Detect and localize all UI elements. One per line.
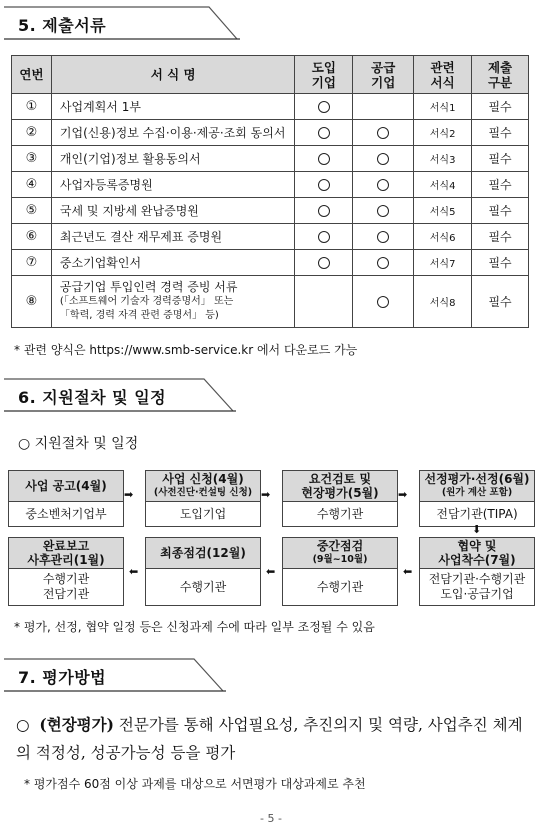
right-arrow-icon: ➡: [398, 488, 408, 501]
evaluation-bullet: [16, 711, 536, 767]
related-form: 서식6: [414, 224, 472, 250]
supply-company-mark: [353, 172, 414, 198]
evaluation-type: (현장평가): [39, 715, 114, 734]
check-circle: [318, 179, 330, 191]
right-arrow-icon: ➡: [124, 488, 134, 501]
supply-company-mark: [353, 198, 414, 224]
table-header-cell: [414, 56, 472, 94]
intro-company-mark: [295, 250, 353, 276]
table-body: [12, 94, 529, 328]
section-7-title: 7. 평가방법: [18, 668, 107, 687]
table-row: [12, 250, 529, 276]
check-circle: [318, 205, 330, 217]
check-circle: [377, 153, 389, 165]
related-form: 서식4: [414, 172, 472, 198]
document-name: 사업계획서 1부: [51, 94, 294, 120]
step-owner: [420, 569, 534, 605]
header-line: 서식: [430, 74, 455, 90]
table-row: [12, 146, 529, 172]
step-owner: [283, 502, 397, 526]
table-row: [12, 276, 529, 328]
table-header-cell: [295, 56, 353, 94]
check-circle: [318, 101, 330, 113]
supply-company-mark: [353, 146, 414, 172]
process-step: [8, 470, 124, 527]
related-form: 서식5: [414, 198, 472, 224]
supply-company-mark: [353, 94, 414, 120]
step-title: [283, 538, 397, 569]
document-name-line: 「학력, 경력 자격 관련 증명서」 등): [59, 310, 219, 321]
step-title: [420, 471, 534, 502]
intro-company-mark: [295, 94, 353, 120]
step-title: [9, 471, 123, 502]
table-header-cell: [353, 56, 414, 94]
step-owner-line: 수행기관: [42, 572, 90, 586]
right-arrow-icon: ➡: [261, 488, 271, 501]
intro-company-mark: [295, 198, 353, 224]
related-form: 서식7: [414, 250, 472, 276]
step-owner-line: 수행기관: [316, 579, 364, 594]
step-title-line: (9월~10월): [312, 554, 368, 565]
process-step: [282, 470, 398, 527]
step-title: [420, 538, 534, 569]
related-form: 서식3: [414, 146, 472, 172]
submission-type: 필수: [472, 250, 529, 276]
row-number: ⑥: [12, 224, 52, 250]
row-number: ⑤: [12, 198, 52, 224]
down-arrow-icon: ⬇: [472, 523, 482, 536]
row-number: ⑧: [12, 276, 52, 328]
step-title-line: (사전진단·컨설팅 신청): [153, 487, 253, 498]
supply-company-mark: [353, 120, 414, 146]
intro-company-mark: [295, 276, 353, 328]
check-circle: [377, 296, 389, 308]
download-note: * 관련 양식은 https://www.smb-service.kr 에서 다운로드 가능: [14, 343, 358, 357]
table-header-cell: 서 식 명: [51, 56, 294, 94]
document-name-line: (「소프트웨어 기술자 경력증명서」 또는: [59, 296, 234, 307]
evaluation-text: 전문가를 통해 사업필요성, 추진의지 및 역량, 사업추진 체계의 적정성, 성공가능성 등을 평가: [16, 716, 523, 762]
table-row: [12, 120, 529, 146]
related-form: 서식1: [414, 94, 472, 120]
related-form: 서식2: [414, 120, 472, 146]
step-title-line: 선정평가·선정(6월): [424, 472, 530, 486]
header-line: 공급: [371, 59, 396, 75]
related-form: 서식8: [414, 276, 472, 328]
submission-type: 필수: [472, 198, 529, 224]
section-7-header: [4, 658, 226, 692]
process-step: [419, 537, 535, 606]
row-number: ③: [12, 146, 52, 172]
step-owner-line: 수행기관: [179, 579, 227, 594]
step-title: [146, 471, 260, 502]
process-step: [8, 537, 124, 606]
step-owner-line: 전담기관(TIPA): [436, 506, 518, 521]
left-arrow-icon: ⬅: [403, 565, 413, 578]
table-row: [12, 198, 529, 224]
step-owner-line: 전담기관: [42, 587, 90, 601]
section-5-header: [4, 6, 240, 40]
table-row: [12, 172, 529, 198]
check-circle: [318, 127, 330, 139]
document-name: 중소기업확인서: [51, 250, 294, 276]
supply-company-mark: [353, 250, 414, 276]
schedule-note: * 평가, 선정, 협약 일정 등은 신청과제 수에 따라 일부 조정될 수 있음: [14, 620, 375, 634]
table-header-cell: [472, 56, 529, 94]
check-circle: [318, 231, 330, 243]
step-title-line: 사업 신청(4월): [162, 472, 244, 486]
document-name: [51, 276, 294, 328]
table-row: [12, 224, 529, 250]
submission-type: 필수: [472, 120, 529, 146]
process-step: [145, 470, 261, 527]
left-arrow-icon: ⬅: [266, 565, 276, 578]
step-title-line: 사업착수(7월): [438, 553, 516, 567]
submission-type: 필수: [472, 146, 529, 172]
step-owner: [146, 502, 260, 526]
submission-type: 필수: [472, 224, 529, 250]
submission-type: 필수: [472, 172, 529, 198]
step-title-line: 최종점검(12월): [160, 546, 246, 560]
section-6-title: 6. 지원절차 및 일정: [18, 388, 167, 407]
document-name: 최근년도 결산 재무제표 증명원: [51, 224, 294, 250]
row-number: ④: [12, 172, 52, 198]
step-owner: [9, 502, 123, 526]
submission-documents-table: [11, 55, 529, 328]
check-circle: [318, 153, 330, 165]
row-number: ②: [12, 120, 52, 146]
step-owner-line: 수행기관: [316, 506, 364, 521]
header-line: 관련: [430, 59, 455, 75]
step-title: [9, 538, 123, 569]
header-line: 제출: [487, 59, 513, 75]
submission-type: 필수: [472, 276, 529, 328]
row-number: ①: [12, 94, 52, 120]
intro-company-mark: [295, 120, 353, 146]
step-title-line: 중간점검: [316, 539, 364, 553]
table-row: [12, 94, 529, 120]
left-arrow-icon: ⬅: [129, 565, 139, 578]
row-number: ⑦: [12, 250, 52, 276]
submission-type: 필수: [472, 94, 529, 120]
step-title-line: 완료보고: [42, 539, 90, 553]
intro-company-mark: [295, 172, 353, 198]
process-step: [145, 537, 261, 606]
procedure-bullet: ○ 지원절차 및 일정: [18, 436, 139, 452]
step-owner-line: 중소벤처기업부: [25, 506, 107, 521]
table-header-cell: 연번: [12, 56, 52, 94]
step-owner-line: 전담기관·수행기관: [428, 572, 526, 586]
page-number: - 5 -: [260, 812, 282, 825]
process-step: [282, 537, 398, 606]
check-circle: [377, 179, 389, 191]
section-6-header: [4, 378, 236, 412]
step-title: [146, 538, 260, 569]
intro-company-mark: [295, 224, 353, 250]
header-line: 구분: [487, 74, 513, 90]
step-owner: [9, 569, 123, 605]
step-title-line: 사업 공고(4월): [25, 479, 107, 493]
process-step: [419, 470, 535, 527]
check-circle: [377, 205, 389, 217]
header-line: 도입: [311, 59, 336, 75]
document-name: 국세 및 지방세 완납증명원: [51, 198, 294, 224]
header-line: 기업: [311, 74, 336, 90]
check-circle: [377, 127, 389, 139]
check-circle: [318, 257, 330, 269]
step-title-line: 현장평가(5월): [301, 486, 379, 500]
document-name: 사업자등록증명원: [51, 172, 294, 198]
section-5-title: 5. 제출서류: [18, 16, 107, 35]
step-owner: [146, 569, 260, 605]
document-name-line: 공급기업 투입인력 경력 증빙 서류: [59, 280, 238, 294]
check-circle: [377, 257, 389, 269]
table-header-row: [12, 56, 529, 94]
step-owner-line: 도입기업: [179, 506, 227, 521]
intro-company-mark: [295, 146, 353, 172]
supply-company-mark: [353, 224, 414, 250]
step-title-line: 협약 및: [457, 539, 497, 553]
check-circle: [377, 231, 389, 243]
bullet-mark: ○: [16, 716, 30, 734]
document-name: 기업(신용)정보 수집·이용·제공·조회 동의서: [51, 120, 294, 146]
step-title-line: (원가 계산 포함): [441, 487, 513, 498]
step-title-line: 사후관리(1월): [27, 553, 105, 567]
header-line: 기업: [371, 74, 396, 90]
document-name: 개인(기업)정보 활용동의서: [51, 146, 294, 172]
evaluation-note: * 평가점수 60점 이상 과제를 대상으로 서면평가 대상과제로 추천: [24, 777, 366, 791]
step-title: [283, 471, 397, 502]
supply-company-mark: [353, 276, 414, 328]
step-title-line: 요건검토 및: [308, 472, 372, 486]
step-owner-line: 도입·공급기업: [440, 587, 514, 601]
step-owner: [283, 569, 397, 605]
